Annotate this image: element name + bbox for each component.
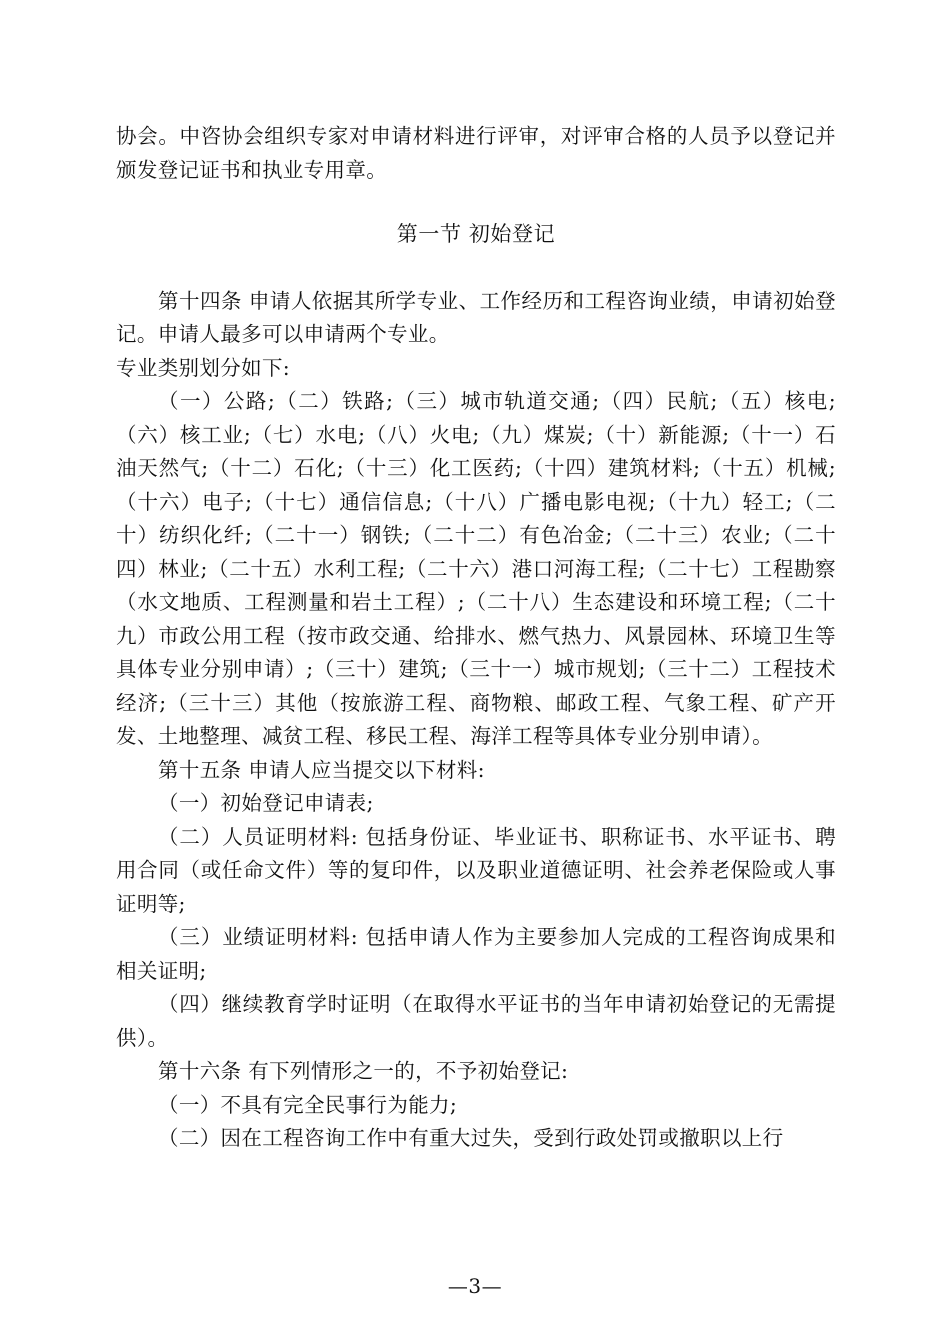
document-body — [116, 120, 836, 1156]
specialty-intro: 专业类别划分如下: — [116, 355, 291, 380]
article-15-item: （三）业绩证明材料: 包括申请人作为主要参加人完成的工程咨询成果和相关证明; — [116, 925, 836, 983]
article-15-item: （二）人员证明材料: 包括身份证、毕业证书、职称证书、水平证书、聘用合同（或任命文件）等的复印件，以及职业道德证明、社会养老保险或人事证明等; — [116, 824, 836, 916]
intro-paragraph: 协会。中咨协会组织专家对申请材料进行评审，对评审合格的人员予以登记并颁发登记证书和执业专用章。 — [116, 124, 836, 182]
specialty-list: （一）公路;（二）铁路;（三）城市轨道交通;（四）民航;（五）核电;（六）核工业;（七）水电;（八）火电;（九）煤炭;（十）新能源;（十一）石油天然气;（十二）石化;（十三）化工医药;（十四）建筑材料;（十五）机械;（十六）电子;（十七）通信信息;（十八）广播电影电视;（十九）轻工;（二十）纺织化纤;（二十一）钢铁;（二十二）有色冶金;（二十三）农业;（二十四）林业;（二十五）水利工程;（二十六）港口河海工程;（二十七）工程勘察（水文地质、工程测量和岩土工程）;（二十八）生态建设和环境工程;（二十九）市政公用工程（按市政交通、给排水、燃气热力、风景园林、环境卫生等具体专业分别申请）;（三十）建筑;（三十一）城市规划;（三十二）工程技术经济;（三十三）其他（按旅游工程、商物粮、邮政工程、气象工程、矿产开发、土地整理、减贫工程、移民工程、海洋工程等具体专业分别申请）。 — [116, 389, 836, 748]
page-number: —3— — [447, 1274, 503, 1298]
article-16-item: （一）不具有完全民事行为能力; — [158, 1092, 458, 1117]
article-15: 第十五条 申请人应当提交以下材料: — [158, 757, 485, 782]
article-16: 第十六条 有下列情形之一的，不予初始登记: — [158, 1059, 569, 1083]
article-15-item: （一）初始登记申请表; — [158, 791, 374, 815]
article-14: 第十四条 申请人依据其所学专业、工作经历和工程咨询业绩，申请初始登记。申请人最多可以申请两个专业。 — [116, 288, 836, 346]
article-16-item: （二）因在工程咨询工作中有重大过失，受到行政处罚或撤职以上行 — [158, 1126, 784, 1150]
article-15-item: （四）继续教育学时证明（在取得水平证书的当年申请初始登记的无需提供）。 — [116, 992, 836, 1050]
section-title: 第一节 初始登记 — [396, 222, 556, 246]
